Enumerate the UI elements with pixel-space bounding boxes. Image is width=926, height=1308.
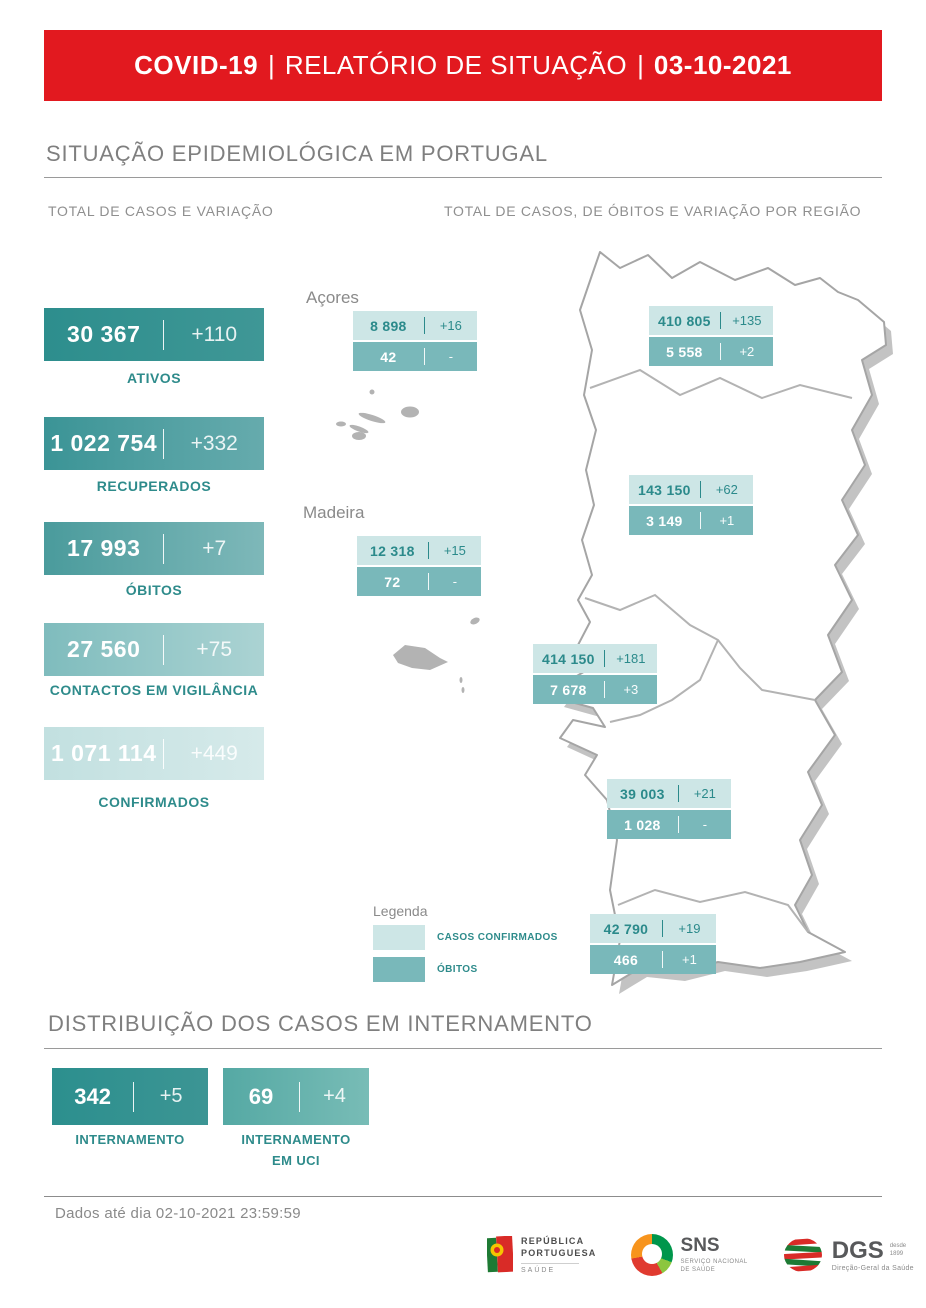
- cases-delta: +16: [439, 318, 462, 333]
- stat-box-internamento: [52, 1068, 208, 1125]
- region-deaths-row: [649, 337, 773, 366]
- legend-title: Legenda: [373, 903, 428, 919]
- subtitle-total-cases: TOTAL DE CASOS E VARIAÇÃO: [48, 203, 274, 219]
- deaths-value: 466: [613, 951, 639, 968]
- banner-separator: |: [268, 50, 275, 80]
- sns-ring-icon: [631, 1234, 673, 1276]
- region-cases-row: [629, 475, 753, 504]
- cases-delta: +15: [443, 543, 466, 558]
- cases-delta: +135: [732, 313, 762, 328]
- region-deaths-row: [629, 506, 753, 535]
- region-deaths-row: [590, 945, 716, 974]
- footer-logos: [487, 1234, 914, 1276]
- stat-value: 30 367: [67, 321, 141, 347]
- cases-delta: +21: [693, 786, 716, 801]
- sns-acronym: SNS: [680, 1234, 720, 1256]
- deaths-value: 1 028: [624, 816, 661, 833]
- section-divider: [44, 177, 882, 178]
- logo-text: [681, 1258, 748, 1275]
- footer-divider: [44, 1196, 882, 1197]
- region-cases-row: [607, 779, 731, 808]
- deaths-swatch: [373, 957, 425, 982]
- acores-islands: [336, 390, 419, 441]
- logo-text: 1899: [889, 1250, 904, 1257]
- region-stats-madeira: [357, 536, 481, 598]
- cases-delta: +62: [715, 482, 738, 497]
- deaths-delta: -: [448, 349, 454, 364]
- data-cutoff-note: Dados até dia 02-10-2021 23:59:59: [55, 1205, 301, 1222]
- region-label-madeira: Madeira: [303, 503, 365, 522]
- stat-delta: +5: [159, 1085, 183, 1107]
- subtitle-by-region: TOTAL DE CASOS, DE ÓBITOS E VARIAÇÃO POR REGIÃO: [444, 203, 862, 219]
- stat-label-ativos: ATIVOS: [126, 370, 182, 386]
- cases-value: 12 318: [370, 542, 415, 559]
- stat-label-obitos: ÓBITOS: [125, 582, 183, 598]
- logo-text: [890, 1243, 906, 1259]
- deaths-value: 72: [384, 573, 401, 590]
- stat-value: 69: [248, 1083, 274, 1109]
- deaths-delta: +2: [739, 344, 755, 359]
- stat-label-internamento: INTERNAMENTO: [75, 1132, 185, 1147]
- stat-label-confirmados: CONFIRMADOS: [98, 794, 210, 810]
- stat-value: 1 071 114: [50, 740, 157, 766]
- cases-delta: +19: [678, 921, 701, 936]
- cases-value: 414 150: [542, 650, 595, 667]
- deaths-delta: -: [452, 574, 458, 589]
- portugal-flag-icon: [487, 1236, 513, 1274]
- banner-separator: |: [637, 50, 644, 80]
- region-stats-norte: [649, 306, 773, 368]
- stat-delta: +4: [323, 1085, 346, 1107]
- region-stats-algarve: [590, 914, 716, 976]
- stat-delta: +332: [190, 431, 238, 455]
- region-cases-row: [353, 311, 477, 340]
- stat-delta: +7: [202, 536, 227, 560]
- region-stats-centro: [629, 475, 753, 537]
- region-stats-lisboa: [533, 644, 657, 706]
- logo-text: SERVIÇO NACIONAL: [680, 1258, 748, 1265]
- dgs-logo: [782, 1235, 914, 1275]
- region-cases-row: [649, 306, 773, 335]
- logo-text: REPÚBLICA: [521, 1236, 585, 1247]
- deaths-delta: +1: [719, 513, 735, 528]
- deaths-delta: +3: [623, 682, 639, 697]
- section-title-hospitalization: DISTRIBUIÇÃO DOS CASOS EM INTERNAMENTO: [48, 1011, 593, 1036]
- stat-value: 27 560: [67, 636, 141, 662]
- cases-value: 410 805: [658, 312, 711, 329]
- region-stats-acores: [353, 311, 477, 373]
- cases-value: 39 003: [620, 785, 665, 802]
- stat-box-contactos: [44, 623, 264, 676]
- cases-value: 143 150: [638, 481, 691, 498]
- stat-box-confirmados: [44, 727, 264, 780]
- deaths-delta: +1: [682, 952, 697, 967]
- sns-logo: [631, 1234, 748, 1276]
- cases-delta: +181: [616, 651, 646, 666]
- logo-text: DE SAÚDE: [680, 1267, 716, 1273]
- stat-delta: +110: [191, 322, 238, 346]
- section-title-epidemiological: SITUAÇÃO EPIDEMIOLÓGICA EM PORTUGAL: [46, 141, 548, 166]
- legend-item-confirmed: [373, 925, 573, 950]
- stat-label-contactos: CONTACTOS EM VIGILÂNCIA: [49, 682, 259, 698]
- stat-value: 342: [74, 1083, 111, 1109]
- region-cases-row: [357, 536, 481, 565]
- stat-delta: +75: [196, 637, 233, 661]
- madeira-islands: [393, 616, 481, 693]
- stat-value: 1 022 754: [50, 430, 158, 456]
- stat-box-recuperados: [44, 417, 264, 470]
- region-cases-row: [590, 914, 716, 943]
- legend-label: CASOS CONFIRMADOS: [437, 932, 558, 943]
- dgs-acronym: DGS: [831, 1236, 884, 1264]
- stat-label-recuperados: RECUPERADOS: [96, 478, 212, 494]
- deaths-delta: -: [702, 817, 708, 832]
- cases-value: 42 790: [603, 920, 649, 937]
- legend-item-deaths: [373, 957, 573, 982]
- map-legend: [373, 903, 573, 989]
- cases-value: 8 898: [370, 317, 407, 334]
- logo-text: desde: [889, 1242, 907, 1249]
- deaths-value: 7 678: [550, 681, 587, 698]
- stat-box-internamento-uci: [223, 1068, 369, 1125]
- region-deaths-row: [357, 567, 481, 596]
- logo-text: PORTUGUESA: [521, 1247, 597, 1258]
- stat-delta: +449: [190, 741, 238, 765]
- dgs-globe-icon: [782, 1235, 824, 1275]
- region-cases-row: [533, 644, 657, 673]
- confirmed-cases-swatch: [373, 925, 425, 950]
- stat-box-ativos: [44, 308, 264, 361]
- banner-date: 03-10-2021: [653, 50, 792, 80]
- region-deaths-row: [353, 342, 477, 371]
- region-deaths-row: [533, 675, 657, 704]
- logo-text: Direção-Geral da Saúde: [831, 1264, 914, 1272]
- deaths-value: 42: [380, 348, 397, 365]
- region-deaths-row: [607, 810, 731, 839]
- deaths-value: 5 558: [666, 343, 703, 360]
- region-stats-alentejo: [607, 779, 731, 841]
- deaths-value: 3 149: [646, 512, 683, 529]
- banner-title: RELATÓRIO DE SITUAÇÃO: [284, 50, 628, 80]
- banner-product: COVID-19: [134, 50, 259, 80]
- report-banner: [44, 30, 882, 101]
- legend-label: ÓBITOS: [437, 964, 478, 975]
- republica-portuguesa-logo: [487, 1236, 597, 1274]
- stat-box-obitos: [44, 522, 264, 575]
- stat-value: 17 993: [67, 535, 141, 561]
- region-label-acores: Açores: [306, 288, 359, 307]
- stat-label-internamento-uci: INTERNAMENTO EM UCI: [241, 1132, 351, 1168]
- section-divider: [44, 1048, 882, 1049]
- logo-text: SAÚDE: [521, 1263, 579, 1274]
